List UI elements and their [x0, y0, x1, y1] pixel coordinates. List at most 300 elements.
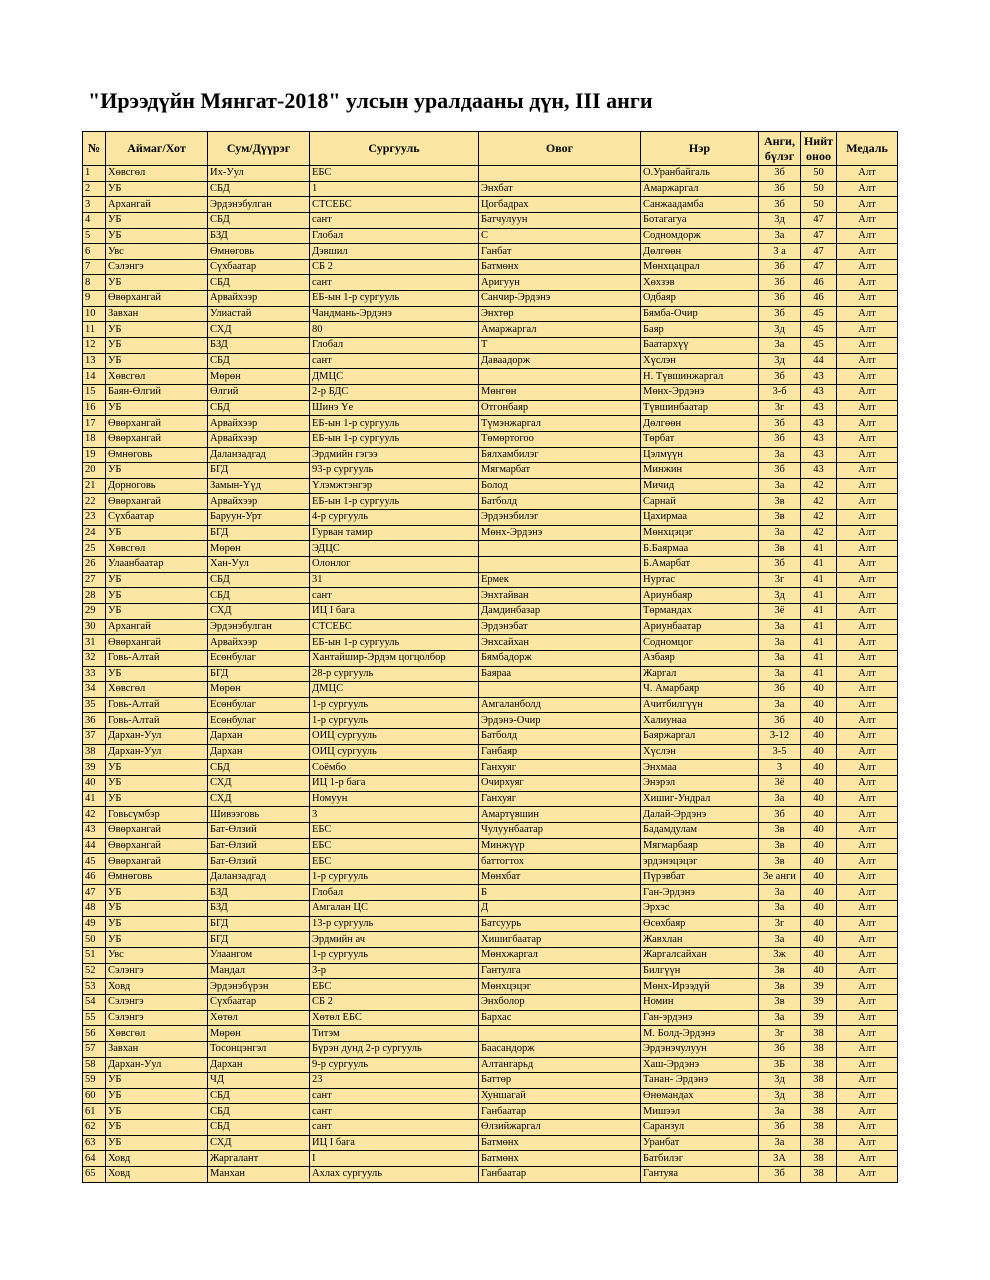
cell-grade: 3а: [759, 525, 801, 541]
cell-medal: Алт: [837, 791, 898, 807]
cell-name: Дөлгөөн: [641, 416, 759, 432]
cell-number: 9: [83, 291, 106, 307]
cell-school: 28-р сургууль: [310, 666, 479, 682]
cell-school: Номуун: [310, 791, 479, 807]
cell-number: 33: [83, 666, 106, 682]
cell-sum: Сүхбаатар: [208, 994, 310, 1010]
cell-name: Билгүүн: [641, 963, 759, 979]
cell-name: Пүрэвбат: [641, 869, 759, 885]
cell-score: 40: [801, 869, 837, 885]
table-row: [83, 979, 898, 995]
header-aimag: Аймаг/Хот: [106, 132, 208, 166]
cell-aimag: УБ: [106, 463, 208, 479]
cell-medal: Алт: [837, 525, 898, 541]
cell-aimag: Архангай: [106, 197, 208, 213]
cell-grade: 3А: [759, 1151, 801, 1167]
cell-number: 55: [83, 1010, 106, 1026]
cell-score: 41: [801, 635, 837, 651]
table-row: [83, 948, 898, 964]
cell-sum: Өмнөговь: [208, 244, 310, 260]
table-row: [83, 353, 898, 369]
cell-school: ЕБ-ын 1-р сургууль: [310, 416, 479, 432]
cell-aimag: Архангай: [106, 619, 208, 635]
cell-sum: Даланзадгад: [208, 869, 310, 885]
cell-sum: СХД: [208, 322, 310, 338]
cell-number: 38: [83, 744, 106, 760]
cell-score: 47: [801, 212, 837, 228]
cell-grade: 3в: [759, 994, 801, 1010]
cell-medal: Алт: [837, 416, 898, 432]
cell-grade: 3а: [759, 901, 801, 917]
table-row: [83, 1120, 898, 1136]
cell-number: 3: [83, 197, 106, 213]
cell-name: Эрдэнэчулуун: [641, 1041, 759, 1057]
cell-aimag: Өвөрхангай: [106, 416, 208, 432]
cell-aimag: УБ: [106, 932, 208, 948]
cell-name: Минжин: [641, 463, 759, 479]
cell-number: 16: [83, 400, 106, 416]
cell-aimag: Завхан: [106, 306, 208, 322]
cell-sum: СБД: [208, 212, 310, 228]
cell-name: Одбаяр: [641, 291, 759, 307]
cell-surname: [479, 557, 641, 573]
table-row: [83, 994, 898, 1010]
table-row: [83, 854, 898, 870]
cell-aimag: Баян-Өлгий: [106, 384, 208, 400]
cell-grade: 3д: [759, 322, 801, 338]
cell-surname: Төмөртогоо: [479, 431, 641, 447]
cell-medal: Алт: [837, 212, 898, 228]
cell-surname: Цогбадрах: [479, 197, 641, 213]
cell-name: Дөлгөөн: [641, 244, 759, 260]
cell-sum: БГД: [208, 463, 310, 479]
cell-sum: СХД: [208, 791, 310, 807]
cell-medal: Алт: [837, 400, 898, 416]
cell-name: Ган-эрдэнэ: [641, 1010, 759, 1026]
cell-medal: Алт: [837, 807, 898, 823]
cell-score: 45: [801, 306, 837, 322]
cell-surname: Ганбаатар: [479, 1104, 641, 1120]
cell-surname: Батмөнх: [479, 259, 641, 275]
cell-sum: Есөнбулаг: [208, 713, 310, 729]
cell-grade: 3а: [759, 447, 801, 463]
cell-grade: 3б: [759, 416, 801, 432]
cell-grade: 3а: [759, 666, 801, 682]
table-row: [83, 682, 898, 698]
cell-score: 38: [801, 1104, 837, 1120]
cell-school: Чандмань-Эрдэнэ: [310, 306, 479, 322]
cell-sum: Дархан: [208, 729, 310, 745]
cell-aimag: Улаанбаатар: [106, 557, 208, 573]
cell-aimag: Говьсүмбэр: [106, 807, 208, 823]
table-row: [83, 572, 898, 588]
cell-sum: СБД: [208, 400, 310, 416]
table-row: [83, 1026, 898, 1042]
cell-medal: Алт: [837, 666, 898, 682]
cell-surname: Мөнх-Эрдэнэ: [479, 525, 641, 541]
cell-name: Б.Баярмаа: [641, 541, 759, 557]
cell-grade: 3б: [759, 1167, 801, 1183]
cell-score: 43: [801, 431, 837, 447]
cell-school: Глобал: [310, 885, 479, 901]
cell-school: ЕБС: [310, 854, 479, 870]
cell-sum: СХД: [208, 775, 310, 791]
cell-school: ИЦ I бага: [310, 603, 479, 619]
cell-school: ЕБС: [310, 838, 479, 854]
cell-grade: 3б: [759, 463, 801, 479]
cell-score: 40: [801, 916, 837, 932]
header-school: Сургууль: [310, 132, 479, 166]
cell-name: Халиунаа: [641, 713, 759, 729]
cell-number: 11: [83, 322, 106, 338]
cell-school: Бүрэн дунд 2-р сургууль: [310, 1041, 479, 1057]
cell-aimag: Хөвсгөл: [106, 166, 208, 182]
cell-name: Жаргал: [641, 666, 759, 682]
cell-score: 41: [801, 557, 837, 573]
cell-aimag: УБ: [106, 760, 208, 776]
cell-medal: Алт: [837, 197, 898, 213]
cell-number: 47: [83, 885, 106, 901]
cell-school: сант: [310, 353, 479, 369]
cell-sum: СХД: [208, 1135, 310, 1151]
cell-number: 18: [83, 431, 106, 447]
cell-school: Дэвшил: [310, 244, 479, 260]
cell-aimag: Ховд: [106, 1167, 208, 1183]
cell-name: Мөнх-Эрдэнэ: [641, 384, 759, 400]
cell-sum: Замын-Үүд: [208, 478, 310, 494]
cell-surname: Батмөнх: [479, 1135, 641, 1151]
cell-name: Санжаадамба: [641, 197, 759, 213]
cell-grade: 3б: [759, 166, 801, 182]
cell-grade: 3в: [759, 838, 801, 854]
cell-sum: Дархан: [208, 1057, 310, 1073]
cell-number: 17: [83, 416, 106, 432]
cell-number: 50: [83, 932, 106, 948]
cell-surname: Мөнхцэцэг: [479, 979, 641, 995]
table-row: [83, 1010, 898, 1026]
cell-sum: БГД: [208, 666, 310, 682]
table-row: [83, 1057, 898, 1073]
cell-name: Өнөмандах: [641, 1088, 759, 1104]
cell-grade: 3б: [759, 181, 801, 197]
cell-number: 30: [83, 619, 106, 635]
cell-grade: 3а: [759, 635, 801, 651]
cell-school: ЕБС: [310, 822, 479, 838]
cell-sum: Арвайхээр: [208, 291, 310, 307]
cell-grade: 3б: [759, 807, 801, 823]
cell-number: 45: [83, 854, 106, 870]
cell-surname: Баттөр: [479, 1073, 641, 1089]
cell-school: 9-р сургууль: [310, 1057, 479, 1073]
cell-grade: 3б: [759, 713, 801, 729]
cell-number: 8: [83, 275, 106, 291]
cell-number: 25: [83, 541, 106, 557]
cell-sum: БГД: [208, 525, 310, 541]
table-row: [83, 416, 898, 432]
cell-grade: 3д: [759, 1088, 801, 1104]
cell-surname: Минжүүр: [479, 838, 641, 854]
cell-sum: Арвайхээр: [208, 431, 310, 447]
cell-aimag: Өмнөговь: [106, 869, 208, 885]
table-row: [83, 1135, 898, 1151]
cell-score: 42: [801, 510, 837, 526]
cell-sum: Даланзадгад: [208, 447, 310, 463]
cell-medal: Алт: [837, 1088, 898, 1104]
table-row: [83, 791, 898, 807]
cell-grade: 3а: [759, 650, 801, 666]
cell-grade: 3б: [759, 431, 801, 447]
cell-surname: Амаржаргал: [479, 322, 641, 338]
cell-name: эрдэнэцэцэг: [641, 854, 759, 870]
cell-medal: Алт: [837, 744, 898, 760]
cell-medal: Алт: [837, 431, 898, 447]
cell-school: СБ 2: [310, 994, 479, 1010]
cell-aimag: Завхан: [106, 1041, 208, 1057]
cell-medal: Алт: [837, 869, 898, 885]
cell-score: 40: [801, 697, 837, 713]
cell-school: Хөтөл ЕБС: [310, 1010, 479, 1026]
cell-aimag: УБ: [106, 228, 208, 244]
cell-name: Мягмарбаяр: [641, 838, 759, 854]
cell-school: ЕБС: [310, 979, 479, 995]
table-row: [83, 1041, 898, 1057]
cell-number: 61: [83, 1104, 106, 1120]
cell-sum: СБД: [208, 1104, 310, 1120]
cell-grade: 3в: [759, 963, 801, 979]
table-row: [83, 197, 898, 213]
cell-grade: 3б: [759, 275, 801, 291]
cell-score: 43: [801, 369, 837, 385]
table-row: [83, 1151, 898, 1167]
cell-surname: Т: [479, 338, 641, 354]
cell-aimag: УБ: [106, 916, 208, 932]
cell-medal: Алт: [837, 494, 898, 510]
cell-sum: Дархан: [208, 744, 310, 760]
cell-school: сант: [310, 1120, 479, 1136]
cell-score: 47: [801, 228, 837, 244]
table-row: [83, 807, 898, 823]
cell-medal: Алт: [837, 775, 898, 791]
table-row: [83, 494, 898, 510]
cell-score: 40: [801, 682, 837, 698]
cell-school: СБ 2: [310, 259, 479, 275]
cell-sum: БЗД: [208, 228, 310, 244]
cell-aimag: УБ: [106, 322, 208, 338]
cell-sum: Жаргалант: [208, 1151, 310, 1167]
cell-school: ЭДЦС: [310, 541, 479, 557]
cell-score: 43: [801, 384, 837, 400]
table-row: [83, 822, 898, 838]
cell-school: 3-р: [310, 963, 479, 979]
cell-sum: Арвайхээр: [208, 635, 310, 651]
cell-medal: Алт: [837, 1026, 898, 1042]
cell-aimag: УБ: [106, 588, 208, 604]
cell-number: 51: [83, 948, 106, 964]
cell-surname: Өлзийжаргал: [479, 1120, 641, 1136]
cell-score: 40: [801, 854, 837, 870]
table-row: [83, 557, 898, 573]
cell-surname: Ганбат: [479, 244, 641, 260]
cell-score: 38: [801, 1057, 837, 1073]
cell-name: Мөнхцэцэг: [641, 525, 759, 541]
cell-number: 44: [83, 838, 106, 854]
cell-school: ЕБС: [310, 166, 479, 182]
cell-score: 40: [801, 838, 837, 854]
cell-sum: Баруун-Урт: [208, 510, 310, 526]
cell-medal: Алт: [837, 1120, 898, 1136]
cell-score: 38: [801, 1151, 837, 1167]
cell-name: Ачитбилгүүн: [641, 697, 759, 713]
cell-medal: Алт: [837, 244, 898, 260]
cell-school: ДМЦС: [310, 369, 479, 385]
table-row: [83, 729, 898, 745]
cell-grade: 3д: [759, 212, 801, 228]
cell-score: 40: [801, 791, 837, 807]
cell-surname: Бархас: [479, 1010, 641, 1026]
cell-school: Шинэ Үе: [310, 400, 479, 416]
cell-school: 31: [310, 572, 479, 588]
cell-grade: 3а: [759, 228, 801, 244]
cell-aimag: Өвөрхангай: [106, 635, 208, 651]
cell-name: Хаш-Эрдэнэ: [641, 1057, 759, 1073]
cell-name: Н. Түвшинжаргал: [641, 369, 759, 385]
cell-name: Саранзул: [641, 1120, 759, 1136]
cell-sum: Есөнбулаг: [208, 697, 310, 713]
cell-number: 39: [83, 760, 106, 776]
cell-sum: Эрдэнэбүрэн: [208, 979, 310, 995]
cell-score: 40: [801, 932, 837, 948]
cell-school: 1: [310, 181, 479, 197]
cell-medal: Алт: [837, 353, 898, 369]
cell-name: Азбаяр: [641, 650, 759, 666]
cell-aimag: УБ: [106, 1135, 208, 1151]
cell-surname: Бямбадорж: [479, 650, 641, 666]
cell-surname: Ермек: [479, 572, 641, 588]
cell-medal: Алт: [837, 1057, 898, 1073]
table-row: [83, 259, 898, 275]
cell-aimag: УБ: [106, 1088, 208, 1104]
table-row: [83, 901, 898, 917]
cell-aimag: Сэлэнгэ: [106, 963, 208, 979]
cell-school: Олонлог: [310, 557, 479, 573]
table-row: [83, 713, 898, 729]
cell-number: 2: [83, 181, 106, 197]
cell-aimag: Өвөрхангай: [106, 822, 208, 838]
cell-grade: 3б: [759, 306, 801, 322]
cell-surname: Батболд: [479, 729, 641, 745]
cell-aimag: УБ: [106, 791, 208, 807]
cell-number: 36: [83, 713, 106, 729]
cell-school: 3: [310, 807, 479, 823]
cell-medal: Алт: [837, 322, 898, 338]
cell-surname: [479, 1026, 641, 1042]
cell-sum: СБД: [208, 572, 310, 588]
cell-sum: Арвайхээр: [208, 416, 310, 432]
header-medal: Медаль: [837, 132, 898, 166]
cell-grade: 3ё: [759, 775, 801, 791]
cell-surname: Энхболор: [479, 994, 641, 1010]
cell-surname: Түмэнжаргал: [479, 416, 641, 432]
cell-score: 38: [801, 1167, 837, 1183]
cell-school: 13-р сургууль: [310, 916, 479, 932]
cell-school: Глобал: [310, 228, 479, 244]
table-row: [83, 447, 898, 463]
cell-number: 46: [83, 869, 106, 885]
cell-grade: 3а: [759, 1135, 801, 1151]
cell-name: Баяр: [641, 322, 759, 338]
cell-surname: Ганбаатар: [479, 1167, 641, 1183]
cell-grade: 3а: [759, 338, 801, 354]
header-number: №: [83, 132, 106, 166]
cell-number: 28: [83, 588, 106, 604]
cell-number: 52: [83, 963, 106, 979]
table-row: [83, 478, 898, 494]
cell-school: Титэм: [310, 1026, 479, 1042]
cell-surname: Отгонбаяр: [479, 400, 641, 416]
cell-school: 1-р сургууль: [310, 713, 479, 729]
cell-number: 34: [83, 682, 106, 698]
cell-school: ОИЦ сургууль: [310, 744, 479, 760]
cell-grade: 3д: [759, 1073, 801, 1089]
table-row: [83, 212, 898, 228]
cell-sum: Улаангом: [208, 948, 310, 964]
cell-medal: Алт: [837, 760, 898, 776]
cell-grade: 3в: [759, 822, 801, 838]
cell-score: 50: [801, 166, 837, 182]
cell-grade: 3а: [759, 791, 801, 807]
cell-score: 41: [801, 603, 837, 619]
table-row: [83, 228, 898, 244]
cell-school: 2-р БДС: [310, 384, 479, 400]
cell-aimag: УБ: [106, 212, 208, 228]
cell-grade: 3в: [759, 541, 801, 557]
cell-medal: Алт: [837, 166, 898, 182]
cell-aimag: Ховд: [106, 979, 208, 995]
cell-aimag: Говь-Алтай: [106, 650, 208, 666]
cell-score: 38: [801, 1088, 837, 1104]
cell-medal: Алт: [837, 1073, 898, 1089]
cell-surname: Даваадорж: [479, 353, 641, 369]
table-row: [83, 869, 898, 885]
cell-surname: Батболд: [479, 494, 641, 510]
table-row: [83, 760, 898, 776]
cell-number: 12: [83, 338, 106, 354]
cell-score: 39: [801, 1010, 837, 1026]
table-header-row: [83, 132, 898, 166]
cell-score: 38: [801, 1135, 837, 1151]
cell-grade: 3Б: [759, 1057, 801, 1073]
page-title: "Ирээдүйн Мянгат-2018" улсын уралдааны дүн, III анги: [88, 88, 653, 113]
cell-medal: Алт: [837, 603, 898, 619]
cell-grade: 3б: [759, 369, 801, 385]
cell-medal: Алт: [837, 822, 898, 838]
cell-grade: 3б: [759, 682, 801, 698]
cell-medal: Алт: [837, 557, 898, 573]
cell-name: О.Уранбайгаль: [641, 166, 759, 182]
cell-medal: Алт: [837, 932, 898, 948]
cell-medal: Алт: [837, 916, 898, 932]
cell-school: Амгалан ЦС: [310, 901, 479, 917]
cell-name: Хүслэн: [641, 744, 759, 760]
cell-medal: Алт: [837, 447, 898, 463]
cell-number: 27: [83, 572, 106, 588]
cell-grade: 3 а: [759, 244, 801, 260]
cell-aimag: Өвөрхангай: [106, 854, 208, 870]
cell-surname: Мөнхжаргал: [479, 948, 641, 964]
cell-school: Ахлах сургууль: [310, 1167, 479, 1183]
cell-number: 40: [83, 775, 106, 791]
cell-name: Б.Амарбат: [641, 557, 759, 573]
